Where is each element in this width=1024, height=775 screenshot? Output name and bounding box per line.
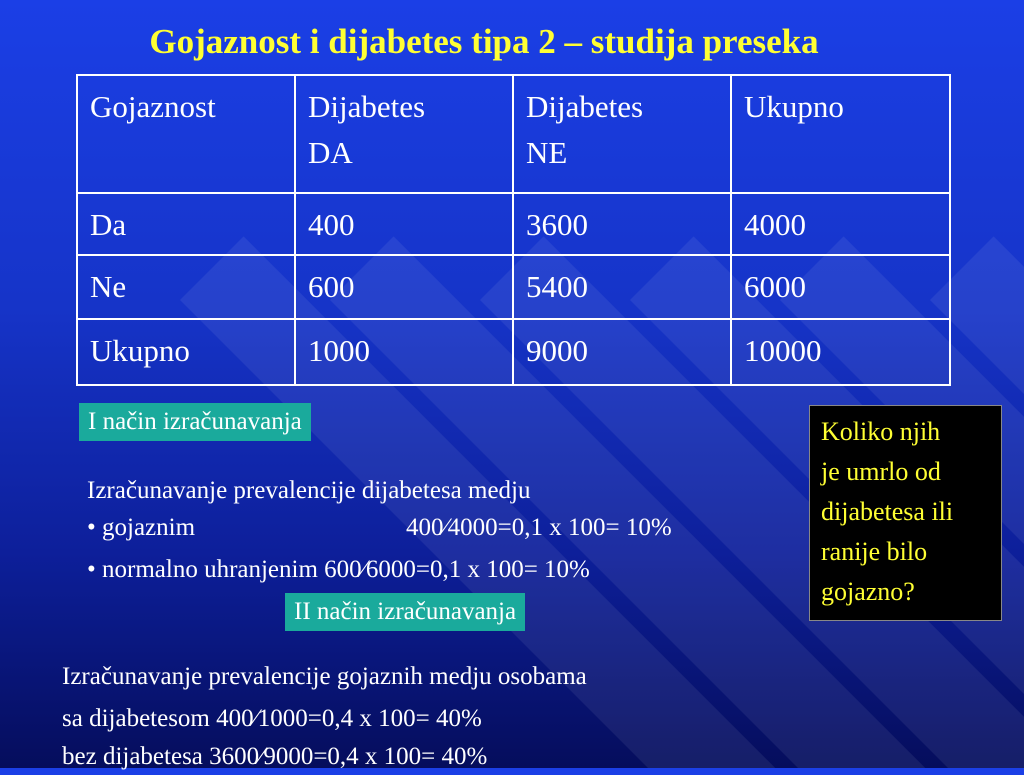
question-line: gojazno? [821,577,915,606]
data-table [76,74,951,386]
question-box [809,405,1002,621]
header-cell: Gojaznost [77,75,295,193]
method-1-line-2: • normalno uhranjenim 600⁄6000=0,1 x 100= 10% [87,556,590,583]
question-line: je umrlo od [821,457,941,486]
table-cell: 9000 [513,319,731,385]
table-row [77,193,950,255]
table-header-row [77,75,950,193]
table-cell: 600 [295,255,513,319]
method-1-line-1-value: 400⁄4000=0,1 x 100= 10% [406,514,672,541]
header-cell: Ukupno [731,75,950,193]
question-line: ranije bilo [821,537,928,566]
method-2-intro: Izračunavanje prevalencije gojaznih medju osobama [62,663,587,690]
method-1-label: I način izračunavanja [79,403,311,441]
table-cell: 4000 [731,193,950,255]
table-cell: 3600 [513,193,731,255]
method-2-label: II način izračunavanja [285,593,525,631]
method-1-intro: Izračunavanje prevalencije dijabetesa medju [87,477,531,504]
question-line: Koliko njih [821,417,941,446]
table-cell: Da [77,193,295,255]
table-row [77,319,950,385]
table-cell: 6000 [731,255,950,319]
method-1-line-1-label: • gojaznim [87,514,196,541]
table-row [77,255,950,319]
question-line: dijabetesa ili [821,497,954,526]
table-cell: 400 [295,193,513,255]
header-cell: Dijabetes NE [513,75,731,193]
table-cell: Ne [77,255,295,319]
table-cell: 10000 [731,319,950,385]
table-cell: 5400 [513,255,731,319]
method-2-line-2: bez dijabetesa 3600⁄9000=0,4 x 100= 40% [62,743,488,770]
slide-title: Gojaznost i dijabetes tipa 2 – studija preseka [149,22,819,61]
table-cell: 1000 [295,319,513,385]
method-2-line-1: sa dijabetesom 400⁄1000=0,4 x 100= 40% [62,705,482,732]
header-cell: Dijabetes DA [295,75,513,193]
table-cell: Ukupno [77,319,295,385]
